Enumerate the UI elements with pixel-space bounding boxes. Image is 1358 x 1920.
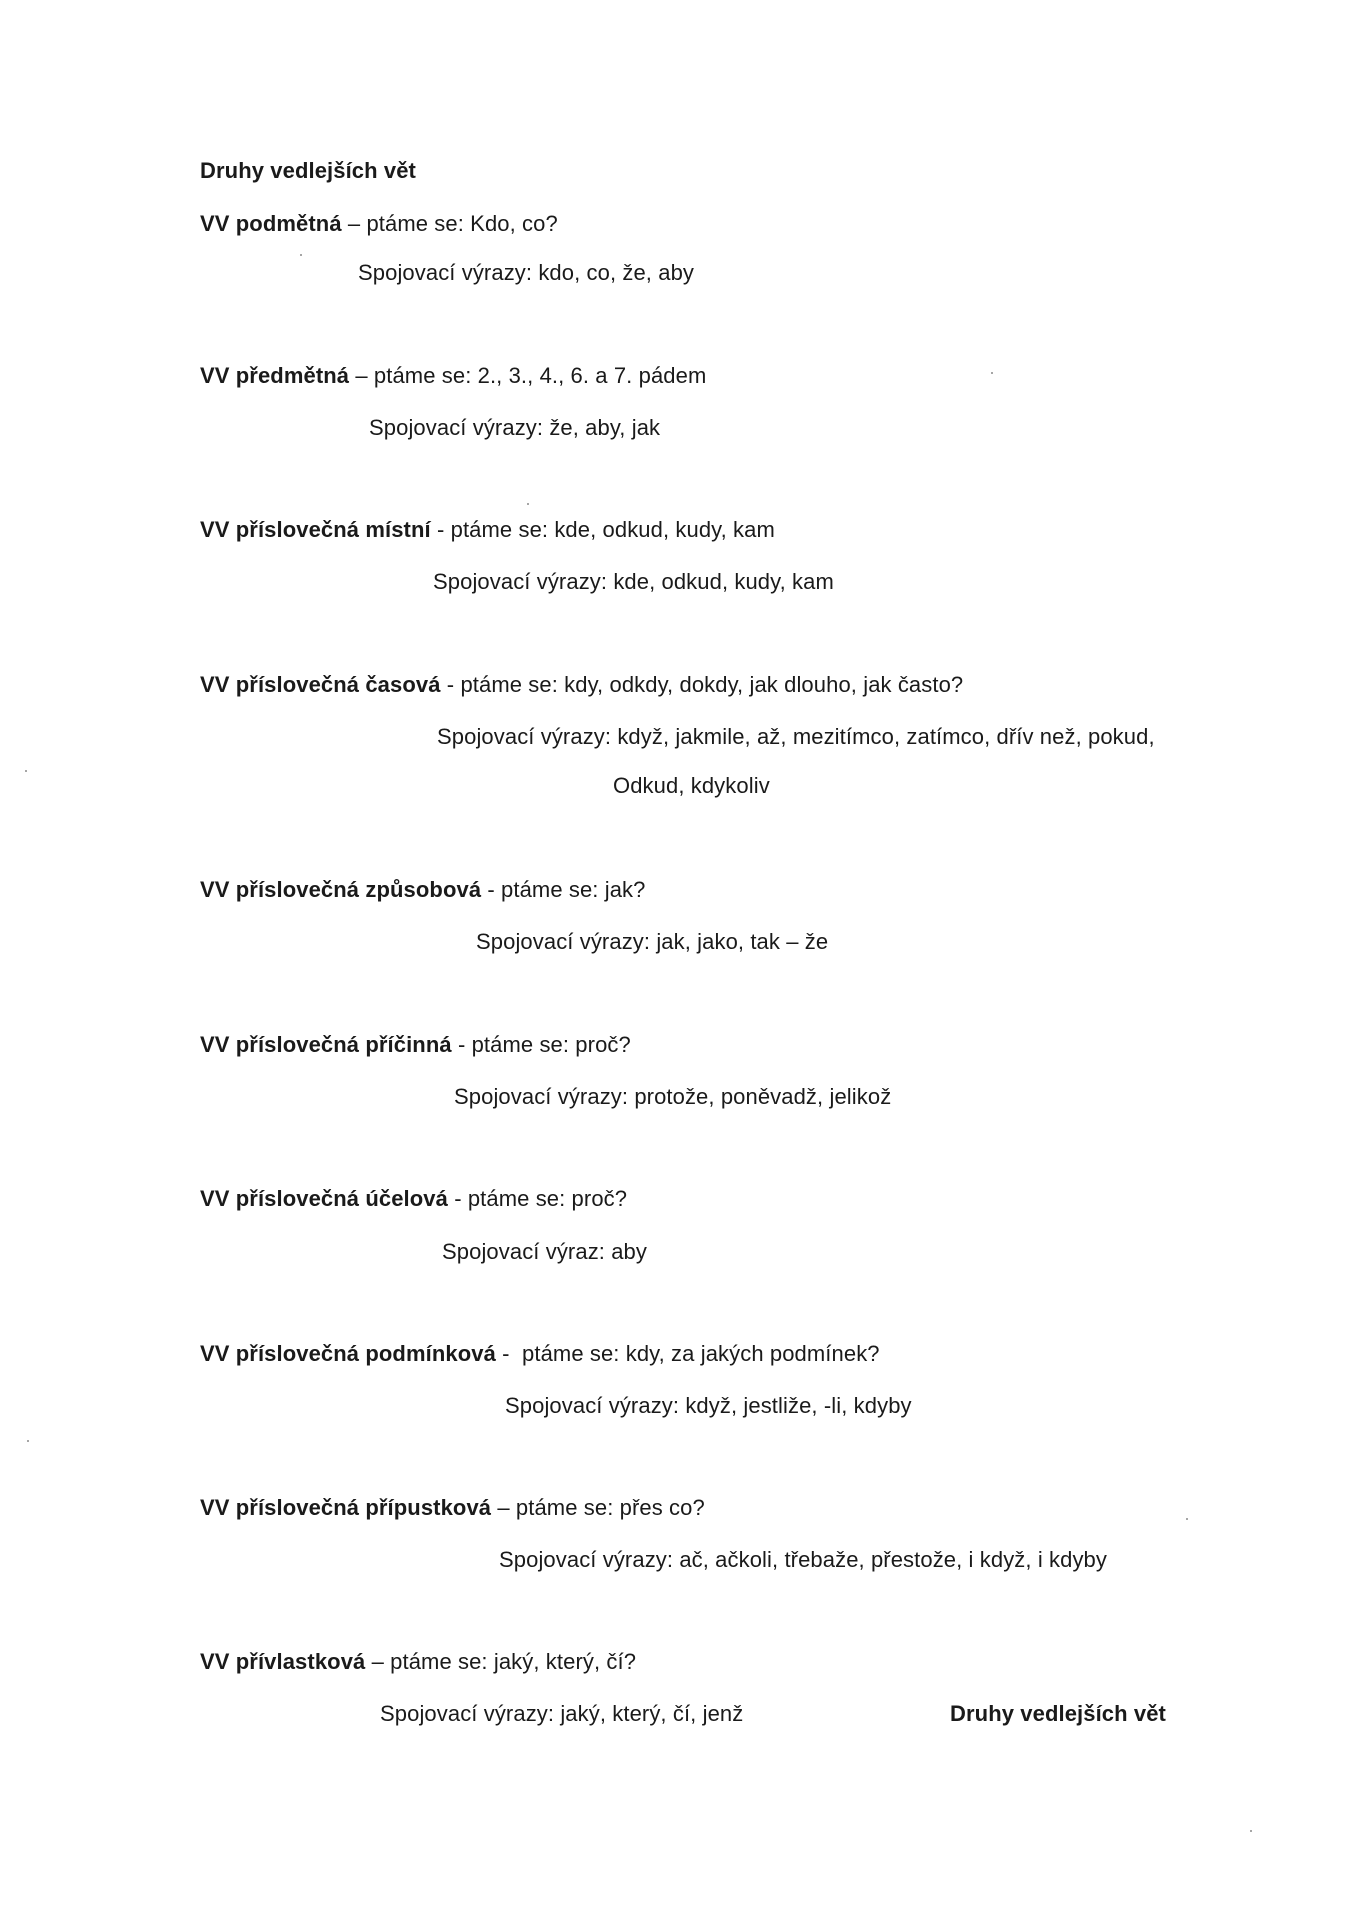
clause-type: VV příslovečná způsobová xyxy=(200,877,482,902)
question-text: ptáme se: kdy, odkdy, dokdy, jak dlouho, jak často? xyxy=(460,672,964,697)
scan-speck xyxy=(27,1440,29,1442)
conjunctions-line: Spojovací výrazy: kde, odkud, kudy, kam xyxy=(433,569,834,594)
separator: - xyxy=(495,1341,523,1366)
clause-type: VV příslovečná místní xyxy=(200,517,431,542)
conjunctions-line: Spojovací výrazy: kdo, co, že, aby xyxy=(358,260,694,285)
section-heading xyxy=(200,1648,636,1676)
scan-speck xyxy=(527,503,529,505)
section-heading xyxy=(200,362,706,390)
clause-type: VV předmětná xyxy=(200,363,350,388)
question-text: ptáme se: jaký, který, čí? xyxy=(390,1649,637,1674)
question-text: ptáme se: Kdo, co? xyxy=(366,211,558,236)
conjunctions-line: Spojovací výrazy: když, jakmile, až, mezitímco, zatímco, dřív než, pokud, xyxy=(437,724,1155,749)
question-text: ptáme se: jak? xyxy=(501,877,646,902)
separator: - xyxy=(440,672,461,697)
conjunctions-line: Spojovací výrazy: když, jestliže, -li, kdyby xyxy=(505,1393,912,1418)
clause-type: VV příslovečná přípustková xyxy=(200,1495,492,1520)
section-heading xyxy=(200,1185,627,1213)
conjunctions-line-continued: Odkud, kdykoliv xyxy=(613,773,770,798)
conjunctions-line: Spojovací výrazy: jaký, který, čí, jenž xyxy=(380,1701,744,1726)
question-text: ptáme se: kde, odkud, kudy, kam xyxy=(450,517,775,542)
page-title: Druhy vedlejších vět xyxy=(200,158,416,183)
separator: – xyxy=(491,1495,516,1520)
section-heading xyxy=(200,671,963,699)
question-text: ptáme se: proč? xyxy=(467,1186,628,1211)
scan-speck xyxy=(25,770,27,772)
section-heading xyxy=(200,210,558,238)
section-heading xyxy=(200,1494,705,1522)
question-text: ptáme se: 2., 3., 4., 6. a 7. pádem xyxy=(373,363,707,388)
conjunctions-line: Spojovací výraz: aby xyxy=(442,1239,647,1264)
question-text: ptáme se: přes co? xyxy=(515,1495,705,1520)
clause-type: VV příslovečná časová xyxy=(200,672,441,697)
clause-type: VV příslovečná podmínková xyxy=(200,1341,496,1366)
clause-type: VV příslovečná účelová xyxy=(200,1186,448,1211)
section-heading xyxy=(200,1031,631,1059)
separator: - xyxy=(447,1186,468,1211)
question-text: ptáme se: kdy, za jakých podmínek? xyxy=(522,1341,880,1366)
clause-type: VV podmětná xyxy=(200,211,342,236)
section-heading xyxy=(200,516,775,544)
clause-type: VV přívlastková xyxy=(200,1649,366,1674)
scan-speck xyxy=(1250,1830,1252,1832)
conjunctions-line: Spojovací výrazy: jak, jako, tak – že xyxy=(476,929,829,954)
conjunctions-line: Spojovací výrazy: protože, poněvadž, jelikož xyxy=(454,1084,892,1109)
separator: - xyxy=(430,517,451,542)
section-heading xyxy=(200,1340,880,1368)
separator: - xyxy=(481,877,502,902)
conjunctions-line: Spojovací výrazy: že, aby, jak xyxy=(369,415,661,440)
footer-title: Druhy vedlejších vět xyxy=(950,1701,1166,1726)
section-heading xyxy=(200,876,646,904)
separator: – xyxy=(341,211,367,236)
scan-speck xyxy=(991,372,993,374)
clause-type: VV příslovečná příčinná xyxy=(200,1032,452,1057)
scan-speck xyxy=(300,254,302,256)
scan-speck xyxy=(1186,1518,1188,1520)
conjunctions-line: Spojovací výrazy: ač, ačkoli, třebaže, přestože, i když, i kdyby xyxy=(499,1547,1107,1572)
question-text: ptáme se: proč? xyxy=(471,1032,631,1057)
separator: – xyxy=(365,1649,391,1674)
separator: – xyxy=(349,363,374,388)
separator: - xyxy=(451,1032,472,1057)
